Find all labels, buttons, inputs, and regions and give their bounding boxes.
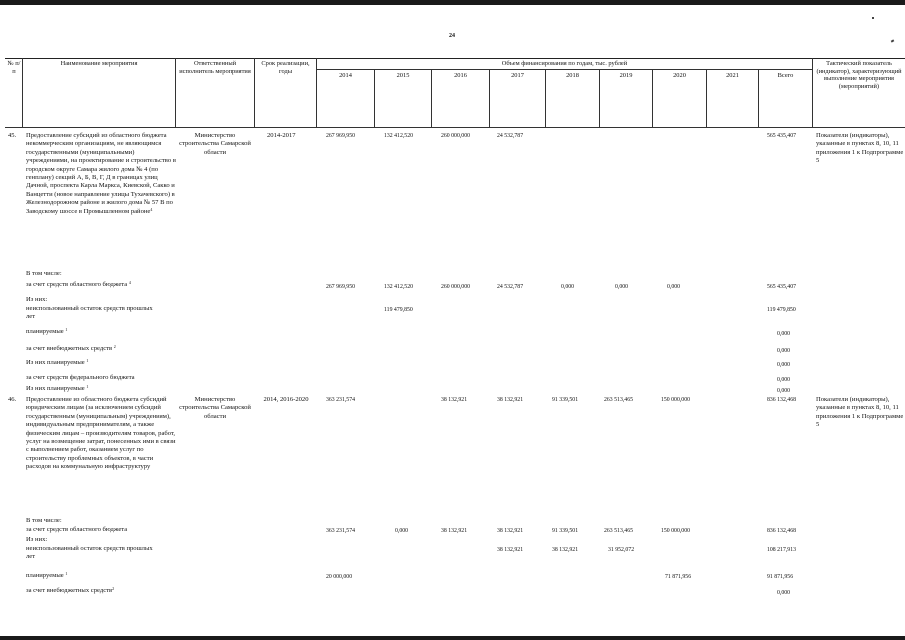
subrow-label: Из них планируемые $^1$ [26,384,89,392]
subrow-label: Из них планируемые $^1$ [26,358,89,366]
header-bottom-line [5,127,905,128]
value-2017: 38 132,921 [497,528,524,534]
value-2019: 263 513,465 [604,397,633,403]
header-year-2017: 2017 [511,72,524,79]
header-year-2014: 2014 [339,72,352,79]
subrow-label: неиспользованный остаток средств прошлых лет [26,545,153,561]
header-indicator: Тактический показатель (индикатор), характеризующий выполнение мероприятия (мероприятий) [816,60,902,90]
row-number: 46. [8,396,17,403]
value-total: 0,000 [777,590,791,596]
subrow-label: планируемые $^1$ [26,327,68,335]
value-2015: 0,000 [395,528,409,534]
value-2018: 0,000 [561,284,575,290]
header-year-2020: 2020 [673,72,686,79]
value-total: 0,000 [777,348,791,354]
value-2017: 24 532,787 [497,133,524,139]
header-year-2018: 2018 [566,72,579,79]
indicator-text: Показатели (индикаторы), указанные в пунктах 8, 10, 11 приложения 1 к Подпрограмме 5 [816,396,904,429]
subrow-label: за счет внебюджетных средств $^2$ [26,344,116,352]
bottom-border [0,636,905,640]
page-number: 24 [449,33,455,39]
header-top-line [5,58,905,59]
header-num: № п/п [7,60,21,75]
value-2014: 363 231,574 [326,397,355,403]
header-responsible: Ответственный исполнитель мероприятия [179,60,251,75]
row-number: 45. [8,132,17,139]
responsible-executor: Министерство строительства Самарской области [179,132,251,156]
header-year-2021: 2021 [726,72,739,79]
value-2017: 24 532,787 [497,284,524,290]
subrow-label: планируемые $^1$ [26,571,68,579]
value-2016: 38 132,921 [441,528,468,534]
value-2017: 38 132,921 [497,547,524,553]
subrow-label: за счет средств федерального бюджета [26,374,135,381]
value-2020: 71 871,956 [665,574,692,580]
value-2014: 20 000,000 [326,574,353,580]
value-total: 836 132,468 [767,397,796,403]
value-2017: 38 132,921 [497,397,524,403]
subrow-label: Из них: [26,296,48,303]
value-2019: 263 513,465 [604,528,633,534]
value-total: 0,000 [777,377,791,383]
value-2019: 0,000 [615,284,629,290]
value-2015: 119 479,850 [384,307,413,313]
indicator-text: Показатели (индикаторы), указанные в пунктах 8, 10, 11 приложения 1 к Подпрограмме 5 [816,132,904,165]
header-year-2015: 2015 [396,72,410,79]
header-year-2019: 2019 [619,72,633,79]
header-name: Наименование мероприятия [60,60,138,67]
financing-subline [316,69,812,70]
value-2018: 91 339,501 [552,397,579,403]
value-total: 0,000 [777,388,791,394]
value-2014: 267 969,950 [326,133,355,139]
header-year-2016: 2016 [454,72,467,79]
value-2018: 38 132,921 [552,547,579,553]
value-2015: 132 412,520 [384,284,413,290]
value-2018: 91 339,501 [552,528,579,534]
value-total: 119 479,850 [767,307,796,313]
responsible-executor: Министерство строительства Самарской области [179,396,251,420]
implementation-term: 2014, 2016-2020 [263,396,309,403]
subrow-label: неиспользованный остаток средств прошлых лет [26,305,153,321]
value-2014: 363 231,574 [326,528,355,534]
value-total: 565 435,407 [767,284,796,290]
scan-speck [872,17,874,19]
value-total: 836 132,468 [767,528,796,534]
value-2019: 31 952,072 [608,547,635,553]
subrow-label: за счет средств областного бюджета $^4$ [26,280,131,288]
header-term: Срок реализации, годы [261,60,310,75]
measure-name: Предоставление субсидий из областного бюджета некоммерческим организациям, не являющимся государственными (муниципальными) учреждениями, на проектирование и строительство в городском округе Самара жилого дома № 4 (по генплану) секций А, Б, В, Г, Д в границах улиц Дачной, проспекта Карла Маркса, Киевской, Сакко и Ванцетти (новое направление улицы Тухачевского) в Железнодорожном районе и жилого дома № 57 В по Заводскому шоссе в Промышленном районе$^4$ [26,132,176,215]
value-2015: 132 412,520 [384,133,413,139]
value-2020: 150 000,000 [661,397,690,403]
value-total: 0,000 [777,331,791,337]
value-2016: 260 000,000 [441,133,470,139]
subrow-label: В том числе: [26,270,62,277]
implementation-term: 2014-2017 [267,132,296,139]
subrow-label: Из них: [26,536,48,543]
top-border [0,0,905,5]
scan-speck [891,39,895,42]
subrow-label: за счет средств областного бюджета [26,526,128,533]
value-total: 565 435,407 [767,133,796,139]
subrow-label: В том числе: [26,517,62,524]
value-2020: 0,000 [667,284,681,290]
subrow-label: за счет внебюджетных средств$^2$ [26,586,115,594]
measure-name: Предоставление из областного бюджета субсидий юридическим лицам (за исключением субсидий государственным (муниципальным) учреждениям), индивидуальным предпринимателям, а также физическим лицам – производителям товаров, работ, услуг на возмещение затрат, понесенных ими в связи с выполнением работ, оказанием услуг по строительству проблемных объектов, в части расходов на коммунальную инфраструктуру [26,396,176,471]
value-2016: 260 000,000 [441,284,470,290]
value-2014: 267 969,950 [326,284,355,290]
value-2020: 150 000,000 [661,528,690,534]
value-total: 0,000 [777,362,791,368]
value-2016: 38 132,921 [441,397,468,403]
value-total: 108 217,913 [767,547,796,553]
header-total: Всего [777,72,794,79]
value-total: 91 871,956 [767,574,794,580]
header-financing: Объем финансирования по годам, тыс. рублей [501,60,628,67]
